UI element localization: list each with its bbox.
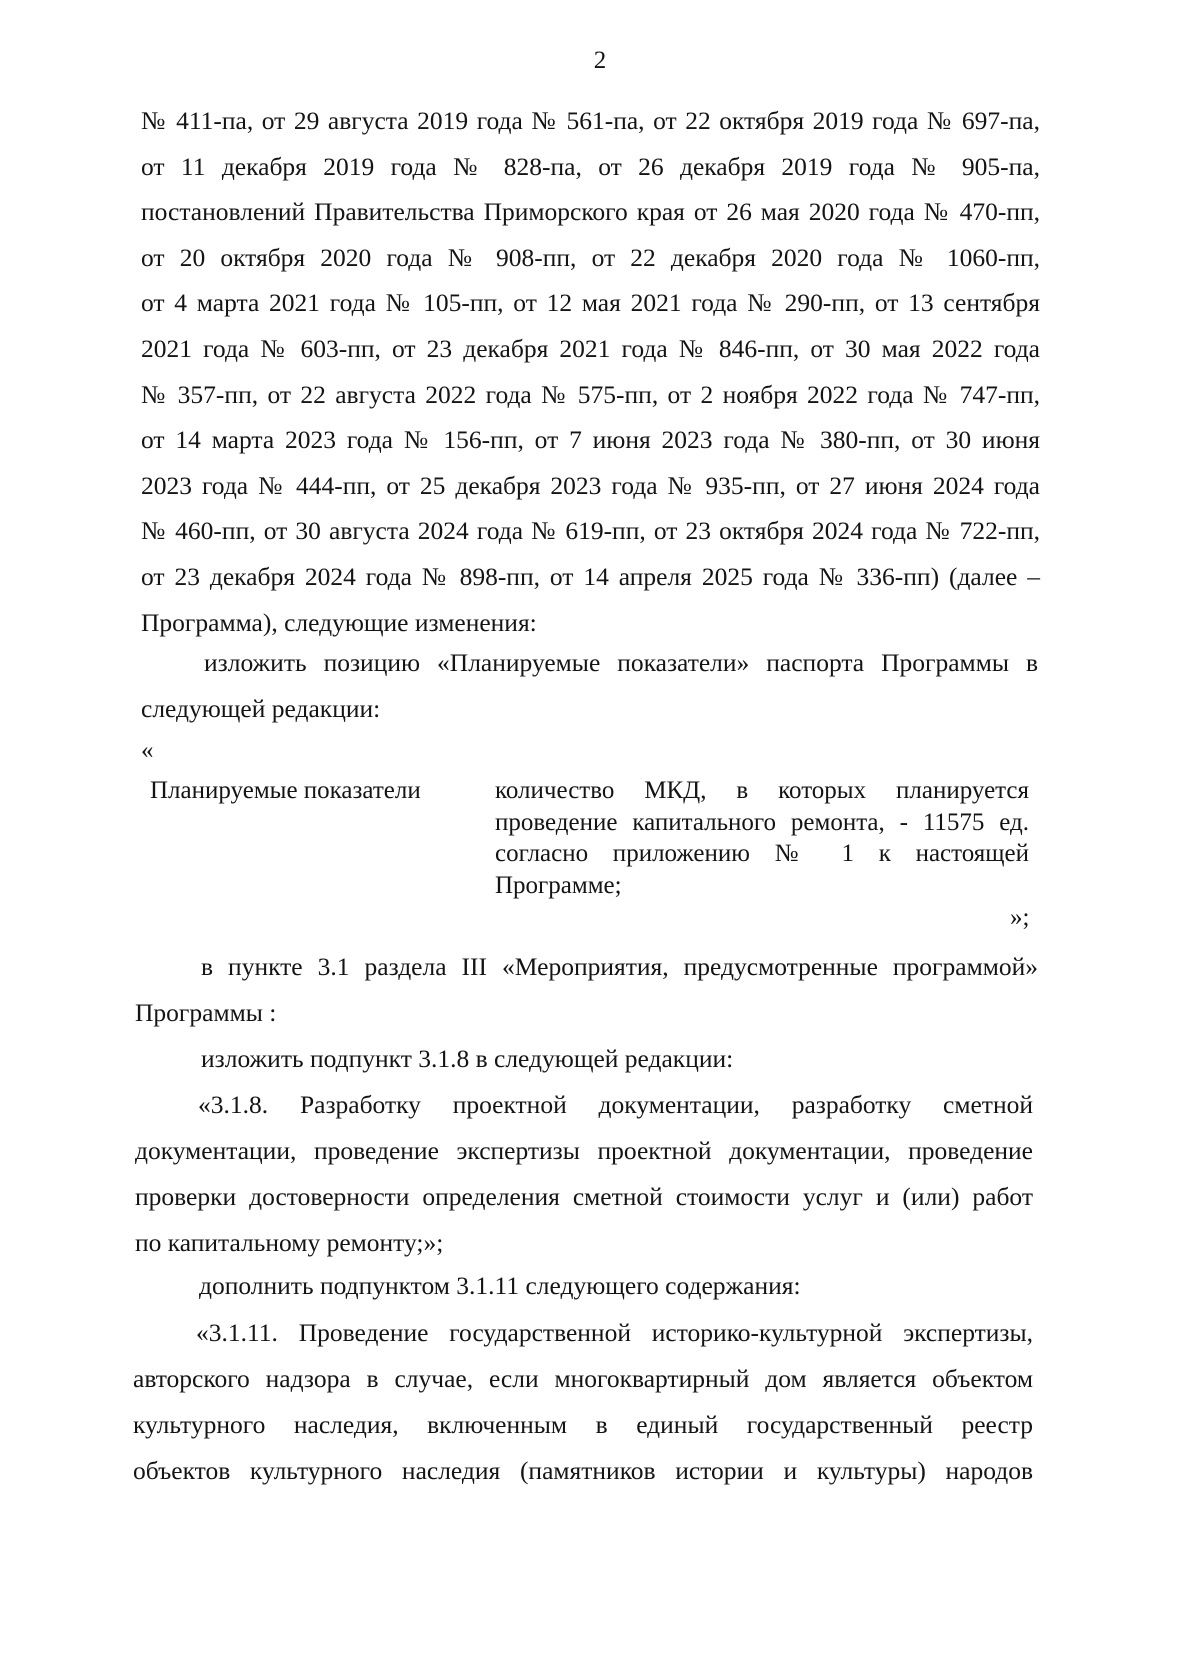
text-line: по капитальному ремонту;»; <box>135 1228 444 1257</box>
text-line: проверки достоверности определения сметной стоимости услуг и (или) работ <box>135 1182 1033 1211</box>
text-line: 2023 года № 444-пп, от 25 декабря 2023 года № 935-пп, от 27 июня 2024 года <box>141 470 1040 500</box>
text-line: изложить подпункт 3.1.8 в следующей редакции: <box>201 1044 734 1073</box>
text-line: следующей редакции: <box>141 693 381 723</box>
text-line: согласно приложению № 1 к настоящей <box>495 840 1029 867</box>
text-line: проведение капитального ремонта, - 11575 ед. <box>495 808 1029 836</box>
page-number: 2 <box>593 47 607 74</box>
text-line: «3.1.8. Разработку проектной документации, разработку сметной <box>198 1090 1033 1119</box>
open-quote: « <box>141 737 154 764</box>
change-4-paragraph <box>199 1263 1039 1309</box>
text-line: авторского надзора в случае, если многоквартирный дом является объектом <box>133 1364 1033 1393</box>
text-line: № 411-па, от 29 августа 2019 года № 561-па, от 22 октября 2019 года № 697-па, <box>141 106 1040 135</box>
item-3-1-8 <box>135 1082 1033 1266</box>
text-line: Программе; <box>495 871 622 899</box>
text-line: культурного наследия, включенным в единый государственный реестр <box>133 1410 1033 1439</box>
text-line: Программа), следующие изменения: <box>141 607 537 637</box>
change-1-paragraph <box>141 640 1038 731</box>
text-line: объектов культурного наследия (памятников истории и культуры) народов <box>133 1456 1033 1485</box>
intro-paragraph <box>141 98 1040 645</box>
table-value-cell <box>495 775 1029 901</box>
text-line: от 14 марта 2023 года № 156-пп, от 7 июня 2023 года № 380-пп, от 30 июня <box>141 425 1040 455</box>
text-line: № 357-пп, от 22 августа 2022 года № 575-пп, от 2 ноября 2022 года № 747-пп, <box>141 379 1040 409</box>
text-line: в пункте 3.1 раздела III «Мероприятия, предусмотренные программой» <box>201 952 1038 981</box>
text-line: от 20 октября 2020 года № 908-пп, от 22 декабря 2020 года № 1060-пп, <box>141 242 1040 272</box>
item-3-1-11 <box>133 1310 1033 1494</box>
text-line: «3.1.11. Проведение государственной историко-культурной экспертизы, <box>196 1318 1033 1347</box>
text-line: Программы : <box>135 998 277 1027</box>
change-3-paragraph <box>201 1036 1041 1082</box>
text-line: от 11 декабря 2019 года № 828-па, от 26 декабря 2019 года № 905-па, <box>141 151 1040 181</box>
close-quote: »; <box>1010 904 1030 931</box>
text-line: постановлений Правительства Приморского края от 26 мая 2020 года № 470-пп, <box>141 197 1040 227</box>
text-line: от 4 марта 2021 года № 105-пп, от 12 мая 2021 года № 290-пп, от 13 сентября <box>141 288 1040 318</box>
text-line: 2021 года № 603-пп, от 23 декабря 2021 года № 846-пп, от 30 мая 2022 года <box>141 333 1040 363</box>
text-line: количество МКД, в которых планируется <box>495 777 1029 804</box>
text-line: изложить позицию «Планируемые показатели» паспорта Программы в <box>204 648 1038 677</box>
text-line: дополнить подпунктом 3.1.11 следующего содержания: <box>199 1271 801 1300</box>
text-line: от 23 декабря 2024 года № 898-пп, от 14 апреля 2025 года № 336-пп) (далее – <box>141 561 1040 591</box>
text-line: документации, проведение экспертизы проектной документации, проведение <box>135 1136 1033 1165</box>
table-label-cell: Планируемые показатели <box>150 777 421 804</box>
text-line: № 460-пп, от 30 августа 2024 года № 619-пп, от 23 октября 2024 года № 722-пп, <box>141 516 1040 546</box>
change-2-paragraph <box>135 944 1038 1036</box>
